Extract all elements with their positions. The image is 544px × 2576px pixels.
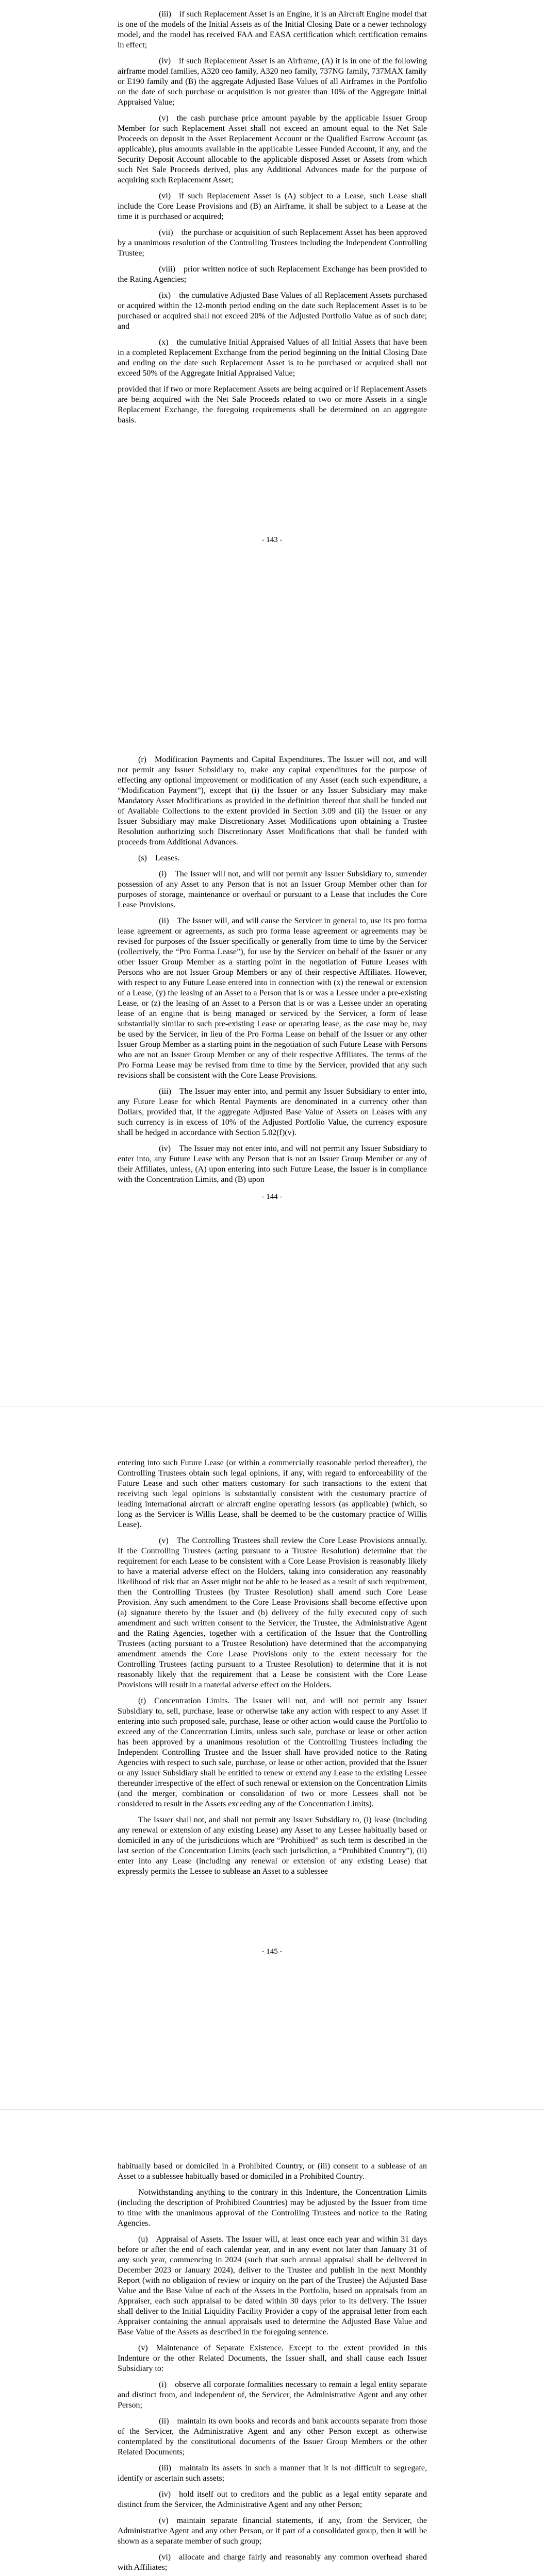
separateness-clause-iv: (iv) hold itself out to creditors and the public as a legal entity separate and distinct from the Servicer, the Administrative Agent and any other Person; [118, 2490, 427, 2509]
page-143-body [118, 9, 427, 431]
page-145 [0, 1406, 544, 2110]
clause-ix: (ix) the cumulative Adjusted Base Values of all Replacement Assets purchased or acquired within the 12-month period ending on the date such Replacement Asset is to be purchased or acquired shall not exceed 20% of the Adjusted Portfolio Value as of such date; and [118, 291, 427, 331]
page-144-body [118, 755, 427, 1191]
page-145-body [118, 1458, 427, 1883]
page-number: - 143 - [261, 536, 283, 544]
clause-vi: (vi) if such Replacement Asset is (A) subject to a Lease, such Lease shall include the Core Lease Provisions and (B) an Airframe, it shall be subject to a Lease at the time it is purchased or acquired; [118, 192, 427, 221]
section-u-appraisal: (u) Appraisal of Assets. The Issuer will, at least once each year and within 31 days before or after the end of each calendar year, and in any event not later than January 31 of any such year, commencing in 2024 (such that such annual appraisal shall be delivered in December 2023 or January 2024), deliver to the Trustee and publish in the next Monthly Report (with no obligation of review or inquiry on the part of the Trustee) the Adjusted Base Value and the Base Value of each of the Assets in the Portfolio, based on appraisals from an Appraiser, each such appraisal to be dated within 30 days prior to its delivery. The Issuer shall deliver to the Initial Liquidity Facility Provider a copy of the appraisal letter from each Appraiser containing the annual appraisals used to determine the Adjusted Base Value and Base Value of the Assets as described in the foregoing sentence. [118, 2235, 427, 2336]
page-146-body [118, 2161, 427, 2576]
clause-v: (v) the cash purchase price amount payable by the applicable Issuer Group Member for such Replacement Asset shall not exceed an amount equal to the Net Sale Proceeds on deposit in the Asset Replacement Account or the Qualified Escrow Account (as applicable), plus amounts available in the applicable Lessee Funded Account, if any, and the Security Deposit Account allocable to the applicable disposed Asset or Assets from which such Net Sale Proceeds derived, plus any Additional Advances made for the purpose of acquiring such Replacement Asset; [118, 114, 427, 184]
page-number: - 145 - [261, 1947, 283, 1956]
leases-clause-v: (v) The Controlling Trustees shall review the Core Lease Provisions annually. If the Controlling Trustees (acting pursuant to a Trustee Resolution) determine that the requirement for each Lease to be consistent with a Core Lease Provision is reasonably likely to have a material adverse effect on the Holders, taking into consideration any reasonably likelihood of risk that an Asset might not be able to be leased as a result of such requirement, then the Controlling Trustees (by Trustee Resolution) shall amend such Core Lease Provision. Any such amendment to the Core Lease Provisions shall become effective upon (a) signature thereto by the Issuer and (b) delivery of the fully executed copy of such amendment and such written consent to the Servicer, the Trustee, the Administrative Agent and the Rating Agencies, together with a certification of the Issuer that the Controlling Trustees (acting pursuant to a Trustee Resolution) have determined that the accompanying amendment amends the Core Lease Provisions only to the extent necessary for the Controlling Trustees (acting pursuant to a Trustee Resolution) to determine that it is not reasonably likely that the requirement that a Lease be consistent with the Core Lease Provisions will result in a material adverse effect on the Holders. [118, 1536, 427, 1689]
section-s-leases: (s) Leases. [138, 854, 180, 862]
section-v-separate-existence: (v) Maintenance of Separate Existence. Except to the extent provided in this Indenture or the other Related Documents, the Issuer shall, and shall cause each Issuer Subsidiary to: [118, 2344, 427, 2373]
separateness-clause-iii: (iii) maintain its assets in such a manner that it is not difficult to segregate, identify or ascertain such assets; [118, 2464, 427, 2483]
page-146 [0, 2110, 544, 2576]
prohibited-country-continued: habitually based or domiciled in a Prohibited Country, or (iii) consent to a sublease of an Asset to a sublessee habitually based or domiciled in a Prohibited Country. [118, 2162, 427, 2181]
leases-clause-iv-continued: entering into such Future Lease (or within a commercially reasonable period thereafter), the Controlling Trustees obtain such legal opinions, if any, with regard to enforceability of the Future Lease and such other matters customary for such transactions to the extent that receiving such legal opinions is substantially consistent with the customary practice of leading international aircraft or aircraft engine operating lessors (as applicable) (which, so long as the Servicer is Willis Lease, shall be deemed to be the customary practice of Willis Lease). [118, 1459, 427, 1529]
separateness-clause-i: (i) observe all corporate formalities necessary to remain a legal entity separate and distinct from, and independent of, the Servicer, the Administrative Agent and any other Person; [118, 2380, 427, 2410]
section-r-modification-payments: (r) Modification Payments and Capital Expenditures. The Issuer will not, and will not permit any Issuer Subsidiary to, make any capital expenditures for the purpose of effecting any optional improvement or modification of any Asset (each such expenditure, a “Modification Payment”), except that (i) the Issuer or any Issuer Subsidiary may make Mandatory Asset Modifications as provided in the definition thereof that shall be funded out of Available Collections to the extent provided in Section 3.09 and (ii) the Issuer or any Issuer Subsidiary may make Discretionary Asset Modifications upon obtaining a Trustee Resolution authorizing such Discretionary Asset Modifications that shall be funded with proceeds from Additional Advances. [118, 755, 427, 846]
leases-clause-iv: (iv) The Issuer may not enter into, and will not permit any Issuer Subsidiary to enter into, any Future Lease with any Person that is not an Issuer Group Member or any of their Affiliates, unless, (A) upon entering into such Future Lease, the Issuer is in compliance with the Concentration Limits, and (B) upon [118, 1144, 427, 1184]
separateness-clause-ii: (ii) maintain its own books and records and bank accounts separate from those of the Servicer, the Administrative Agent and any other Person except as otherwise contemplated by the constitutional documents of the Issuer Group Members or the other Related Documents; [118, 2417, 427, 2456]
page-number: - 144 - [261, 1193, 283, 1201]
leases-clause-i: (i) The Issuer will not, and will not permit any Issuer Subsidiary to, surrender possession of any Asset to any Person that is not an Issuer Group Member other than for purposes of storage, maintenance or overhaul or pursuant to a Lease that includes the Core Lease Provisions. [118, 870, 427, 909]
clause-iv: (iv) if such Replacement Asset is an Airframe, (A) it is in one of the following airframe model families, A320 ceo family, A320 neo family, 737NG family, 737MAX family or E190 family and (B) the aggregate Adjusted Base Values of all Airframes in the Portfolio on the date of such purchase or acquisition is not greater than 10% of the Aggregate Initial Appraised Value; [118, 57, 427, 107]
clause-iii: (iii) if such Replacement Asset is an Engine, it is an Aircraft Engine model that is one of the models of the Initial Assets as of the Initial Closing Date or a newer technology model, and the model has received FAA and EASA certification which certification remains in effect; [118, 10, 427, 49]
concentration-adjustment-paragraph: Notwithstanding anything to the contrary in this Indenture, the Concentration Limits (including the description of Prohibited Countries) may be adjusted by the Issuer from time to time with the unanimous approval of the Controlling Trustees and notice to the Rating Agencies. [118, 2188, 427, 2228]
clause-x: (x) the cumulative Initial Appraised Values of all Initial Assets that have been in a completed Replacement Exchange from the period beginning on the Initial Closing Date and ending on the date such Replacement Asset is to be purchased or acquired shall not exceed 50% of the Aggregate Initial Appraised Value; [118, 338, 427, 378]
clause-viii: (viii) prior written notice of such Replacement Exchange has been provided to the Rating Agencies; [118, 265, 427, 284]
page-143 [0, 0, 544, 703]
leases-clause-ii: (ii) The Issuer will, and will cause the Servicer in general to, use its pro forma lease agreement or agreements, as such pro forma lease agreement or agreements may be revised for purposes of the Issuer specifically or generally from time to time by the Servicer (collectively, the “Pro Forma Lease”), for use by the Servicer on behalf of the Issuer or any other Issuer Group Member as a starting point in the negotiation of Future Leases with Persons who are not Issuer Group Members or any of their respective Affiliates. However, with respect to any Future Lease entered into in connection with (x) the renewal or extension of a Lease, (y) the leasing of an Asset to a Person that is or was a Lessee under a pre-existing Lease, or (z) the leasing of an Asset to a Person that is or was a Lessee under an operating lease of an engine that is being managed or serviced by the Servicer, a form of lease substantially similar to such pre-existing Lease or operating lease, as the case may be, may be used by the Servicer, in lieu of the Pro Forma Lease on behalf of the Issuer or any other Issuer Group Member as a starting point in the negotiation of such Future Lease with Persons who are not an Issuer Group Member or any of their respective Affiliates. The terms of the Pro Forma Lease may be revised from time to time by the Servicer, provided that any such revisions shall be consistent with the Core Lease Provisions. [118, 917, 427, 1080]
proviso-paragraph: provided that if two or more Replacement Assets are being acquired or if Replacement Assets are being acquired with the Net Sale Proceeds related to two or more Assets in a single Replacement Exchange, the foregoing requirements shall be determined on an aggregate basis. [118, 385, 427, 425]
separateness-clause-vi: (vi) allocate and charge fairly and reasonably any common overhead shared with Affiliates; [118, 2553, 427, 2572]
page-144 [0, 703, 544, 1406]
clause-vii: (vii) the purchase or acquisition of such Replacement Asset has been approved by a unanimous resolution of the Controlling Trustees including the Independent Controlling Trustee; [118, 228, 427, 258]
leases-clause-iii: (iii) The Issuer may enter into, and permit any Issuer Subsidiary to enter into, any Future Lease for which Rental Payments are denominated in a currency other than Dollars, provided that, if the aggregate Adjusted Base Value of Assets on Leases with any such currency is in excess of 10% of the Adjusted Portfolio Value, the currency exposure shall be hedged in accordance with Section 5.02(f)(v). [118, 1087, 427, 1137]
section-t-concentration-limits: (t) Concentration Limits. The Issuer will not, and will not permit any Issuer Subsidiary to, sell, purchase, lease or otherwise take any action with respect to any Asset if entering into such proposed sale, purchase, lease or other action would cause the Portfolio to exceed any of the Concentration Limits, unless such sale, purchase or lease or other action has been approved by a unanimous resolution of the Controlling Trustees including the Independent Controlling Trustee and the Issuer shall have provided notice to the Rating Agencies with respect to such sale, purchase, or lease or other action, provided that the Issuer or any Issuer Subsidiary shall be entitled to renew or extend any Lease to the existing Lessee thereunder irrespective of the effect of such renewal or extension on the Concentration Limits (and the merger, combination or consolidation of two or more Lessees shall not be considered to result in the Assets exceeding any of the Concentration Limits). [118, 1697, 427, 1808]
prohibited-country-paragraph: The Issuer shall not, and shall not permit any Issuer Subsidiary to, (i) lease (including any renewal or extension of any existing Lease) any Asset to any Lessee habitually based or domiciled in any of the jurisdictions which are “Prohibited” as such term is described in the last section of the Concentration Limits (each such jurisdiction, a “Prohibited Country”), (ii) enter into any Lease (including any renewal or extension of any existing Lease) that expressly permits the Lessee to sublease an Asset to a sublessee [118, 1816, 427, 1876]
separateness-clause-v: (v) maintain separate financial statements, if any, from the Servicer, the Administrative Agent and any other Person, or if part of a consolidated group, then it will be shown as a separate member of such group; [118, 2516, 427, 2546]
